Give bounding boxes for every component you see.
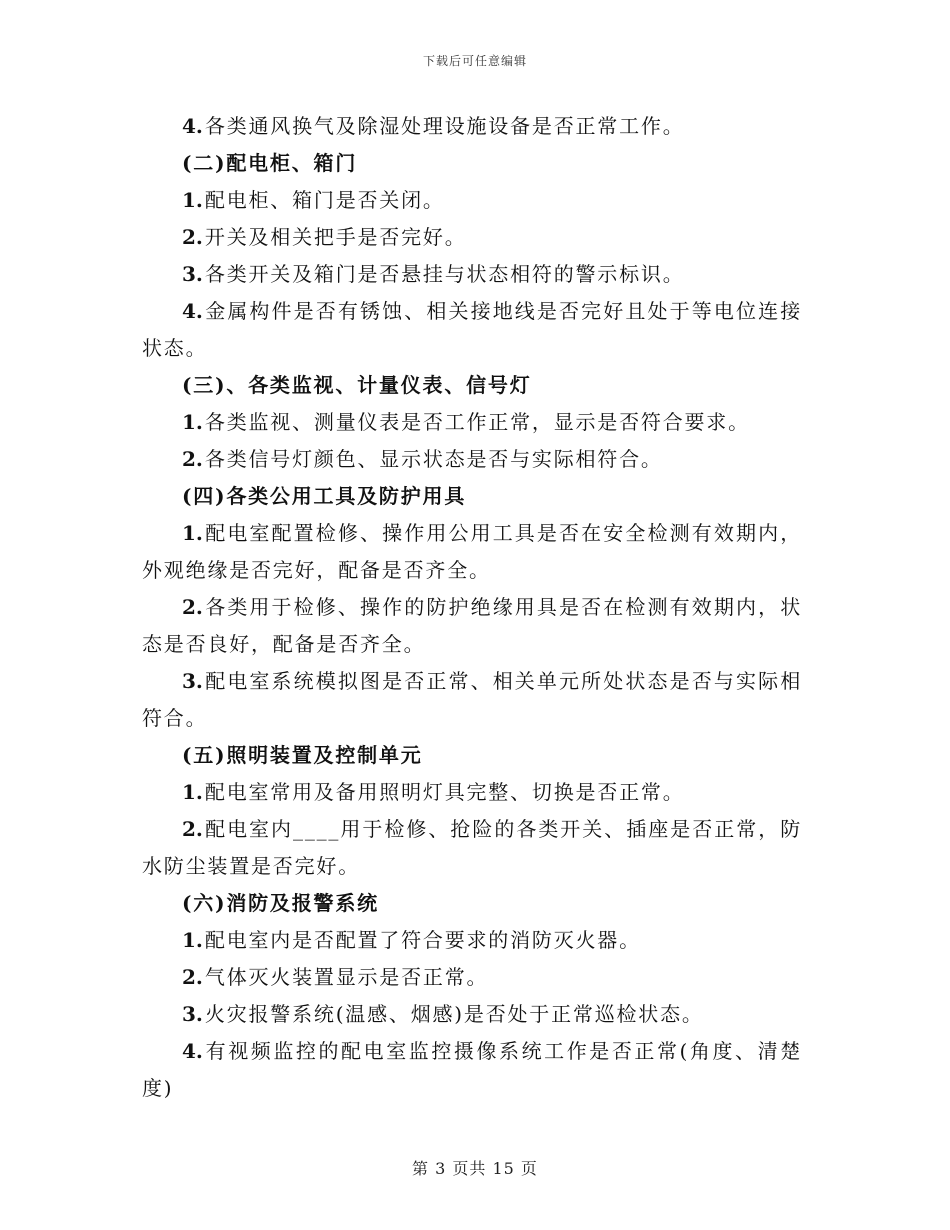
list-item: 1. 配电室配置检修、操作用公用工具是否在安全检测有效期内，外观绝缘是否完好，配备是否齐全。 <box>142 521 802 582</box>
list-item: 3. 火灾报警系统(温感、烟感)是否处于正常巡检状态。 <box>182 1002 704 1026</box>
section-heading: (五)照明装置及控制单元 <box>182 743 423 767</box>
list-item: 4. 有视频监控的配电室监控摄像系统工作是否正常(角度、清楚度) <box>142 1039 802 1100</box>
list-item: 2. 开关及相关把手是否完好。 <box>182 225 467 249</box>
list-item: 4. 金属构件是否有锈蚀、相关接地线是否完好且处于等电位连接状态。 <box>142 299 802 360</box>
list-item: 1. 配电柜、箱门是否关闭。 <box>182 188 445 212</box>
list-item: 2. 气体灭火装置显示是否正常。 <box>182 965 489 989</box>
list-item: 2. 各类用于检修、操作的防护绝缘用具是否在检测有效期内，状态是否良好，配备是否齐全。 <box>142 595 802 656</box>
list-item: 1. 各类监视、测量仪表是否工作正常，显示是否符合要求。 <box>182 410 750 434</box>
section-heading: (六)消防及报警系统 <box>182 891 379 915</box>
list-item: 4. 各类通风换气及除湿处理设施设备是否正常工作。 <box>182 114 685 138</box>
section-heading: (二)配电柜、箱门 <box>182 151 358 175</box>
list-item: 1. 配电室内是否配置了符合要求的消防灭火器。 <box>182 928 641 952</box>
list-item: 1. 配电室常用及备用照明灯具完整、切换是否正常。 <box>182 780 685 804</box>
page-footer: 第 3 页共 15 页 <box>412 1159 538 1178</box>
list-item: 2. 配电室内____用于检修、抢险的各类开关、插座是否正常，防水防尘装置是否完好。 <box>142 817 802 878</box>
list-item: 3. 各类开关及箱门是否悬挂与状态相符的警示标识。 <box>182 262 685 286</box>
page-header: 下载后可任意编辑 <box>422 54 527 68</box>
list-item: 3. 配电室系统模拟图是否正常、相关单元所处状态是否与实际相符合。 <box>142 669 802 730</box>
list-item: 2. 各类信号灯颜色、显示状态是否与实际相符合。 <box>182 447 663 471</box>
document-body <box>142 108 802 1107</box>
section-heading: (四)各类公用工具及防护用具 <box>182 484 467 508</box>
section-heading: (三)、各类监视、计量仪表、信号灯 <box>182 373 532 397</box>
